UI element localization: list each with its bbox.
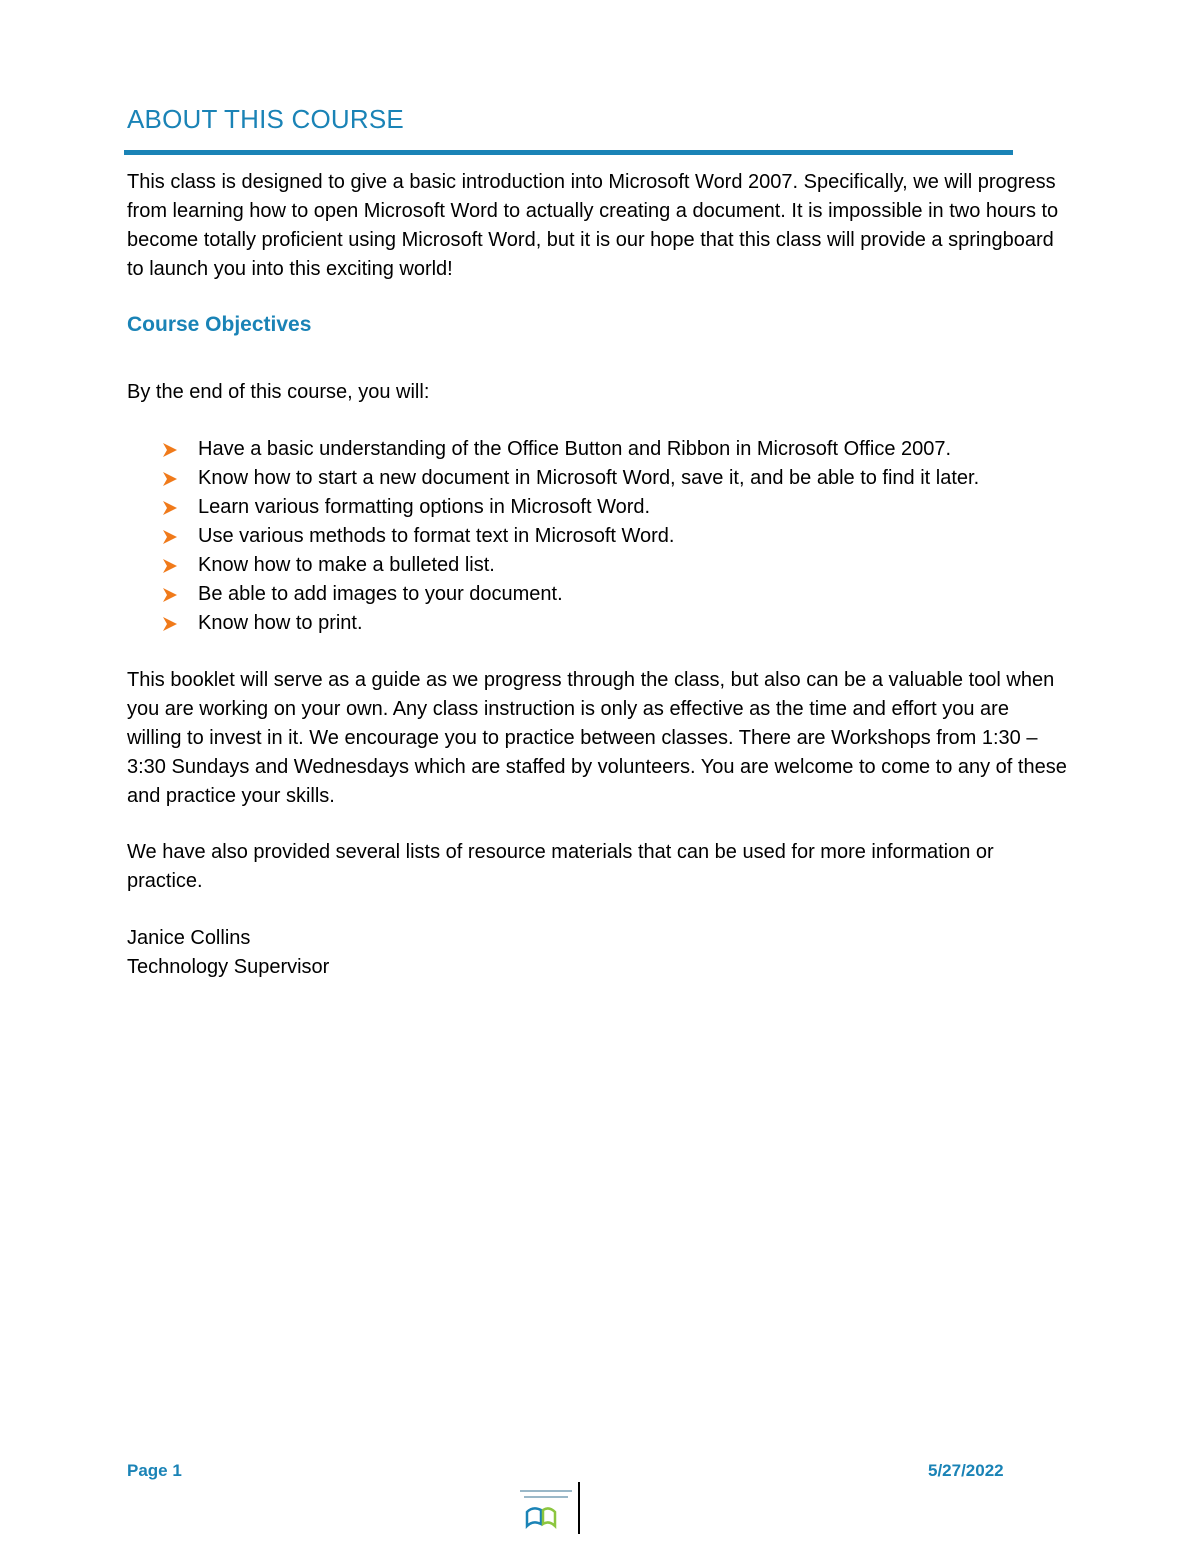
page-title: ABOUT THIS COURSE — [127, 104, 404, 134]
list-item-text: Learn various formatting options in Microsoft Word. — [198, 496, 651, 518]
list-item — [162, 435, 979, 464]
list-item — [162, 580, 979, 609]
arrowhead-bullet-icon — [162, 558, 178, 574]
arrowhead-bullet-icon — [162, 616, 178, 632]
list-item-text: Have a basic understanding of the Office Button and Ribbon in Microsoft Office 2007. — [198, 438, 952, 460]
arrowhead-bullet-icon — [162, 529, 178, 545]
signature-title: Technology Supervisor — [127, 956, 330, 978]
list-item-text: Know how to start a new document in Microsoft Word, save it, and be able to find it later. — [198, 467, 980, 489]
list-item-text: Use various methods to format text in Microsoft Word. — [198, 525, 675, 547]
intro-paragraph: This class is designed to give a basic introduction into Microsoft Word 2007. Specifically, we will progress from learning how to open Microsoft Word to actually creating a document. It is impossible in two hours to become totally proficient using Microsoft Word, but it is our hope that this class will provide a springboard to launch you into this exciting world! — [127, 171, 1059, 280]
list-item-text: Know how to print. — [198, 612, 363, 634]
objectives-heading: Course Objectives — [127, 313, 312, 336]
arrowhead-bullet-icon — [162, 500, 178, 516]
list-item — [162, 464, 979, 493]
resources-paragraph: We have also provided several lists of resource materials that can be used for more information or practice. — [127, 841, 994, 892]
list-item-text: Be able to add images to your document. — [198, 583, 563, 605]
list-item — [162, 551, 979, 580]
title-rule — [124, 150, 1013, 155]
list-item-text: Know how to make a bulleted list. — [198, 554, 495, 576]
objectives-list — [162, 435, 979, 638]
footer-date: 5/27/2022 — [928, 1461, 1004, 1480]
list-item — [162, 609, 979, 638]
arrowhead-bullet-icon — [162, 587, 178, 603]
list-item — [162, 522, 979, 551]
arrowhead-bullet-icon — [162, 442, 178, 458]
footer-page-number: Page 1 — [127, 1461, 182, 1480]
objectives-lead: By the end of this course, you will: — [127, 381, 430, 403]
booklet-paragraph: This booklet will serve as a guide as we progress through the class, but also can be a valuable tool when you are working on your own. Any class instruction is only as effective as the time and effort you are willing to invest in it. We encourage you to practice between classes. There are Workshops from 1:30 – 3:30 Sundays and Wednesdays which are staffed by volunteers. You are welcome to come to any of these and practice your skills. — [127, 669, 1067, 807]
list-item — [162, 493, 979, 522]
arrowhead-bullet-icon — [162, 471, 178, 487]
signature-block — [127, 924, 329, 982]
signature-name: Janice Collins — [127, 927, 251, 949]
library-logo-icon — [515, 1482, 581, 1534]
